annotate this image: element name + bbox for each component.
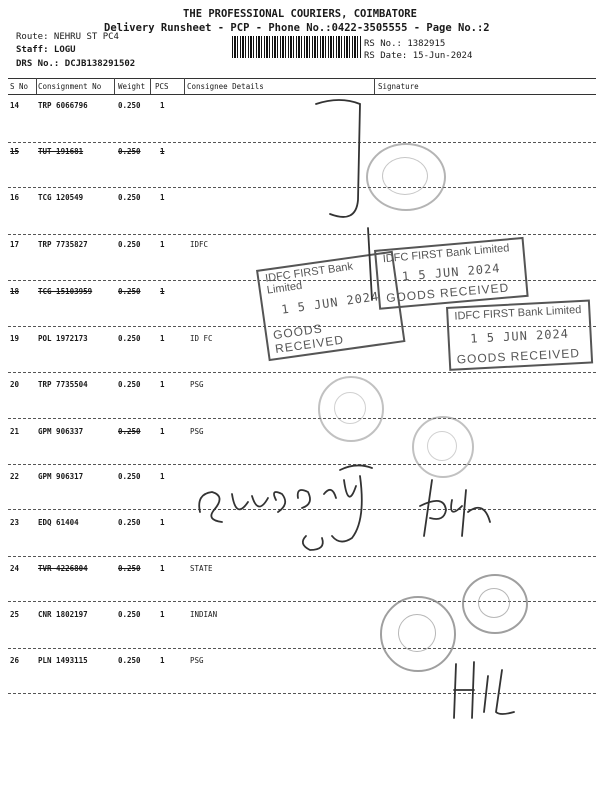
row-pcs: 1 <box>160 240 165 249</box>
row-consignment: TRP 6066796 <box>38 101 88 110</box>
row-consignment: TRP 7735504 <box>38 380 88 389</box>
row-sno: 24 <box>10 564 20 573</box>
stamp-received: GOODS RECEIVED <box>385 280 510 306</box>
row-consignee: IDFC <box>190 240 209 249</box>
stamp-date: 1 5 JUN 2024 <box>401 261 502 284</box>
row-pcs: 1 <box>160 334 165 343</box>
row-sno: 21 <box>10 427 20 436</box>
row-pcs: 1 <box>160 564 165 573</box>
row-sno: 14 <box>10 101 20 110</box>
row-consignment: CNR 1802197 <box>38 610 88 619</box>
row-consignee: ID FC <box>190 334 213 343</box>
row-consignment: TCG 120549 <box>38 193 84 202</box>
row-sno: 15 <box>10 147 20 156</box>
row-consignment: GPM 906337 <box>38 427 84 436</box>
row-sno: 26 <box>10 656 20 665</box>
row-sno: 16 <box>10 193 20 202</box>
row-pcs: 1 <box>160 518 165 527</box>
stamp-received: GOODS RECEIVED <box>456 346 581 367</box>
row-weight: 0.250 <box>118 656 141 665</box>
row-pcs: 1 <box>160 610 165 619</box>
row-weight: 0.250 <box>118 564 141 573</box>
row-consignment: TUT 191681 <box>38 147 84 156</box>
row-pcs: 1 <box>160 380 165 389</box>
row-weight: 0.250 <box>118 240 141 249</box>
row-consignee: PSG <box>190 656 204 665</box>
row-sno: 18 <box>10 287 20 296</box>
row-consignment: POL 1972173 <box>38 334 88 343</box>
row-pcs: 1 <box>160 147 165 156</box>
row-sno: 23 <box>10 518 20 527</box>
stamp-date: 1 5 JUN 2024 <box>469 326 570 346</box>
runsheet-subtitle: Delivery Runsheet - PCP - Phone No.:0422-3505555 - Page No.:2 <box>104 22 490 34</box>
stamp-bank-name: IDFC FIRST Bank Limited <box>454 303 582 323</box>
row-consignment: TCG 15103959 <box>38 287 93 296</box>
col-pcs: PCS <box>155 82 169 91</box>
handwritten-bracket-mark <box>316 100 360 217</box>
row-consignment: GPM 906317 <box>38 472 84 481</box>
drs-label: DRS No.: <box>16 59 60 69</box>
row-weight: 0.250 <box>118 380 141 389</box>
col-consignment: Consignment No <box>38 82 102 91</box>
row-sno: 20 <box>10 380 20 389</box>
row-weight: 0.250 <box>118 518 141 527</box>
drs-value: DCJB138291502 <box>64 59 136 69</box>
row-consignment: TVR 4226804 <box>38 564 88 573</box>
stamp-date: 1 5 JUN 2024 <box>280 289 381 317</box>
row-sno: 22 <box>10 472 20 481</box>
row-consignment: TRP 7735827 <box>38 240 88 249</box>
company-title: THE PROFESSIONAL COURIERS, COIMBATORE <box>183 8 417 20</box>
stamp-received: GOODS RECEIVED <box>272 321 345 357</box>
stamp-bank-name: IDFC FIRST Bank Limited <box>382 242 510 266</box>
row-sno: 19 <box>10 334 20 343</box>
row-consignee: INDIAN <box>190 610 218 619</box>
row-pcs: 1 <box>160 287 165 296</box>
row-pcs: 1 <box>160 656 165 665</box>
row-weight: 0.250 <box>118 101 141 110</box>
row-sno: 25 <box>10 610 20 619</box>
row-sno: 17 <box>10 240 20 249</box>
row-consignment: PLN 1493115 <box>38 656 88 665</box>
handwritten-signature <box>420 480 490 536</box>
route-label: Route: NEHRU ST PC4 <box>16 32 119 42</box>
row-weight: 0.250 <box>118 287 141 296</box>
row-weight: 0.250 <box>118 147 141 156</box>
row-consignment: EDQ 61404 <box>38 518 79 527</box>
row-consignee: PSG <box>190 427 204 436</box>
row-weight: 0.250 <box>118 427 141 436</box>
handwritten-signature <box>303 536 323 550</box>
row-weight: 0.250 <box>118 334 141 343</box>
col-consignee: Consignee Details <box>187 82 264 91</box>
handwritten-line-mark <box>368 228 372 300</box>
handwritten-initials <box>454 662 514 718</box>
row-consignee: STATE <box>190 564 213 573</box>
row-weight: 0.250 <box>118 472 141 481</box>
row-pcs: 1 <box>160 101 165 110</box>
col-signature: Signature <box>378 82 419 91</box>
rs-number: RS No.: 1382915 <box>364 39 446 49</box>
rs-date: RS Date: 15-Jun-2024 <box>364 51 473 61</box>
row-pcs: 1 <box>160 427 165 436</box>
stamp-bank-name: IDFC FIRST Bank Limited <box>264 260 354 297</box>
col-sno: S No <box>10 82 29 91</box>
staff-label: Staff: LOGU <box>16 45 76 55</box>
row-pcs: 1 <box>160 472 165 481</box>
row-pcs: 1 <box>160 193 165 202</box>
row-weight: 0.250 <box>118 193 141 202</box>
row-weight: 0.250 <box>118 610 141 619</box>
handwritten-signature <box>199 465 372 541</box>
col-weight: Weight <box>118 82 146 91</box>
row-consignee: PSG <box>190 380 204 389</box>
